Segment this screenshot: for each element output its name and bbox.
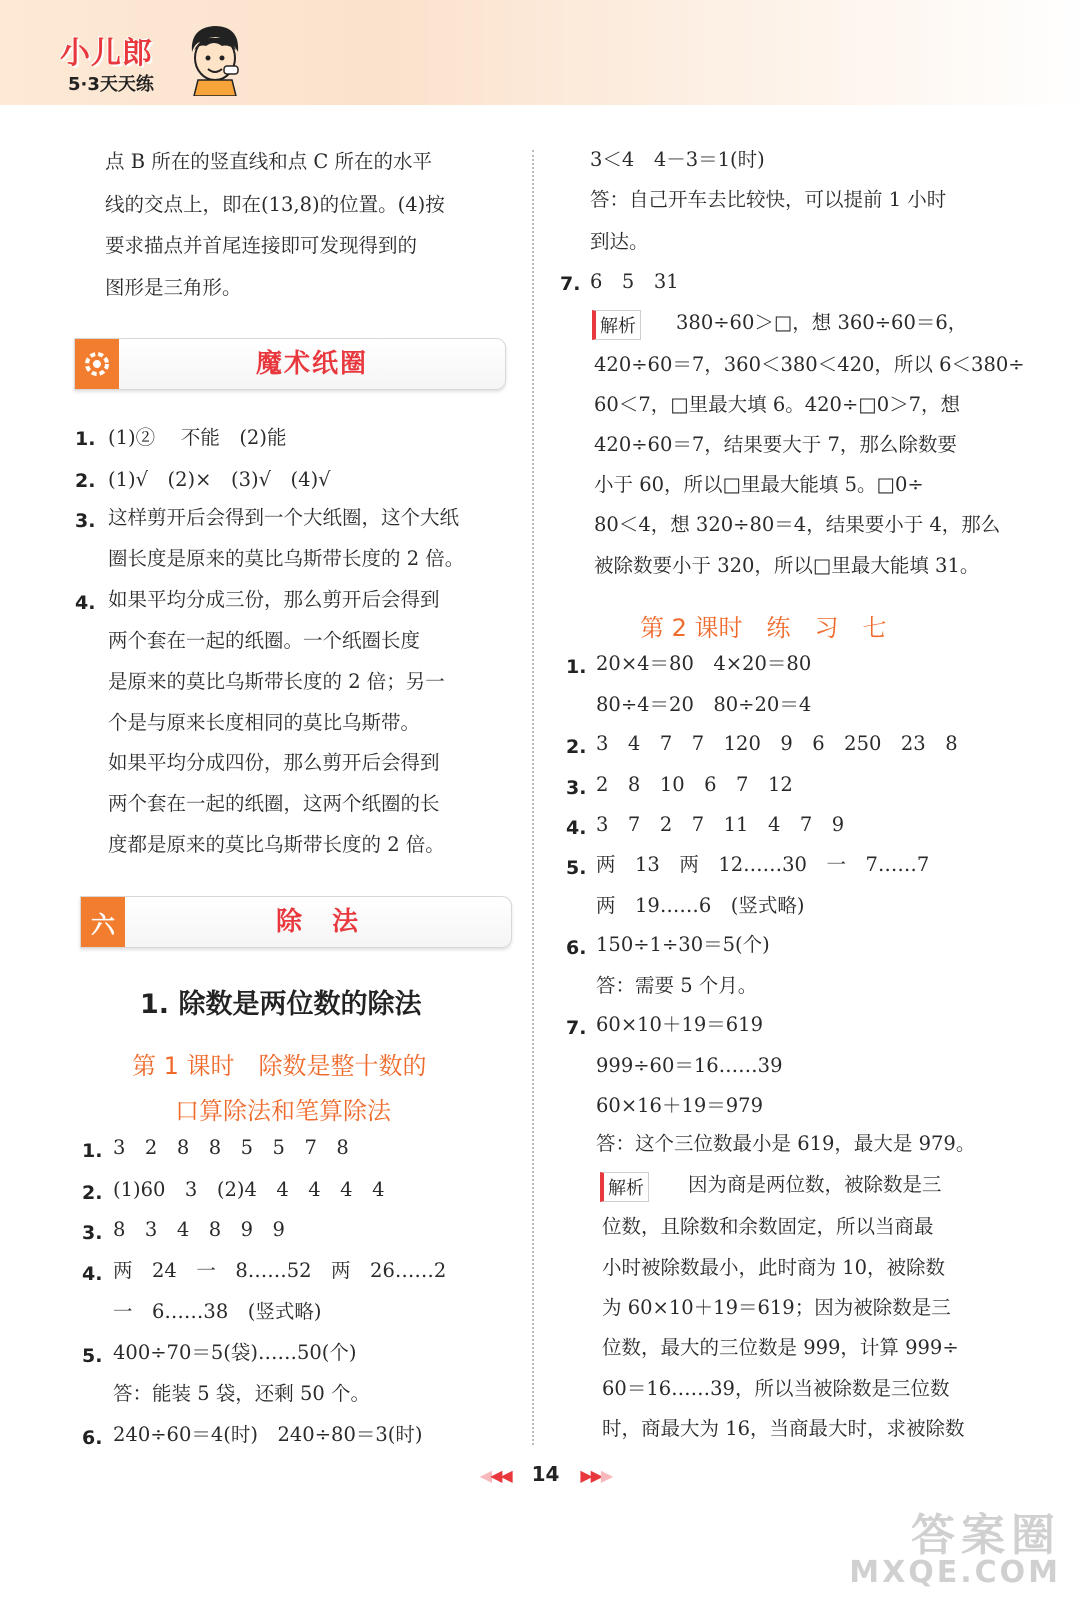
watermark xyxy=(849,1510,1061,1590)
answer-line: 答：这个三位数最小是 619，最大是 979。 xyxy=(596,1132,976,1155)
lesson-title: 第 1 课时 除数是整十数的 xyxy=(132,1052,427,1080)
mascot-icon xyxy=(182,22,246,96)
answer-line: 400÷70＝5(袋)……50(个) xyxy=(113,1341,357,1364)
answer-line: 一 6……38 (竖式略) xyxy=(113,1300,322,1323)
section-header-magic xyxy=(74,338,506,390)
prev-arrow-icon: ◀ xyxy=(479,1466,491,1485)
item-number: 3. xyxy=(75,510,96,532)
answer-line: 答：需要 5 个月。 xyxy=(596,974,758,997)
analysis-line: 小于 60，所以□里最大能填 5。□0÷ xyxy=(594,473,924,496)
item-number: 5. xyxy=(82,1345,103,1367)
item-number: 1. xyxy=(566,656,587,678)
item-number: 2. xyxy=(75,470,96,492)
answer-line: 6 5 31 xyxy=(590,270,679,293)
analysis-tag: 解析 xyxy=(592,310,641,340)
answer-line: 如果平均分成三份，那么剪开后会得到 xyxy=(108,588,440,611)
logo-subtitle: 5·3天天练 xyxy=(68,74,154,95)
answer-line: 圈长度是原来的莫比乌斯带长度的 2 倍。 xyxy=(108,547,465,570)
answer-line: 3 4 7 7 120 9 6 250 23 8 xyxy=(596,732,958,755)
item-number: 7. xyxy=(560,273,581,295)
analysis-line: 小时被除数最小，此时商为 10，被除数 xyxy=(602,1256,946,1279)
answer-line: (1)60 3 (2)4 4 4 4 4 xyxy=(113,1178,385,1201)
item-number: 4. xyxy=(75,592,96,614)
item-number: 7. xyxy=(566,1017,587,1039)
analysis-line: 80＜4，想 320÷80＝4，结果要小于 4，那么 xyxy=(594,513,1001,536)
item-number: 2. xyxy=(82,1182,103,1204)
answer-line: 2 8 10 6 7 12 xyxy=(596,773,793,796)
answer-line: 两 19……6 (竖式略) xyxy=(596,894,805,917)
answer-line: 60×10＋19＝619 xyxy=(596,1013,763,1036)
answer-line: 答：能装 5 袋，还剩 50 个。 xyxy=(113,1382,371,1405)
left-top-line: 要求描点并首尾连接即可发现得到的 xyxy=(105,234,418,257)
answer-line: (1)② 不能 (2)能 xyxy=(108,426,287,449)
item-number: 3. xyxy=(82,1222,103,1244)
answer-line: 80÷4＝20 80÷20＝4 xyxy=(596,693,812,716)
answer-line: 度都是原来的莫比乌斯带长度的 2 倍。 xyxy=(108,833,445,856)
prev-arrow-icon: ◀◀ xyxy=(490,1466,511,1485)
item-number: 4. xyxy=(566,817,587,839)
analysis-line: 420÷60＝7，结果要大于 7，那么除数要 xyxy=(594,433,957,456)
answer-line: 3 7 2 7 11 4 7 9 xyxy=(596,813,845,836)
answer-line: 两个套在一起的纸圈，这两个纸圈的长 xyxy=(108,792,440,815)
item-number: 6. xyxy=(82,1427,103,1449)
gear-icon xyxy=(75,339,119,389)
section-header-division xyxy=(80,896,512,948)
answer-line: 3＜4 4－3＝1(时) xyxy=(590,148,765,171)
answer-line: 如果平均分成四份，那么剪开后会得到 xyxy=(108,751,440,774)
watermark-title: 答案圈 xyxy=(911,1510,1061,1561)
analysis-line: 时，商最大为 16，当商最大时，求被除数 xyxy=(602,1417,965,1440)
answer-line: 240÷60＝4(时) 240÷80＝3(时) xyxy=(113,1423,423,1446)
section-number: 六 xyxy=(81,897,125,947)
next-arrow-icon: ▶ xyxy=(600,1466,612,1485)
unit-title: 1. 除数是两位数的除法 xyxy=(140,989,422,1020)
analysis-line: 被除数要小于 320，所以□里最大能填 31。 xyxy=(594,554,980,577)
answer-line: 999÷60＝16……39 xyxy=(596,1054,783,1077)
answer-line: 到达。 xyxy=(590,230,649,253)
item-number: 4. xyxy=(82,1263,103,1285)
analysis-line: 420÷60＝7，360＜380＜420，所以 6＜380÷ xyxy=(594,353,1025,376)
answer-line: 150÷1÷30＝5(个) xyxy=(596,933,770,956)
brand-logo xyxy=(60,28,240,98)
answer-line: 两个套在一起的纸圈。一个纸圈长度 xyxy=(108,629,421,652)
left-top-line: 图形是三角形。 xyxy=(105,276,242,299)
next-arrow-icon: ▶▶ xyxy=(580,1466,601,1485)
answer-line: 这样剪开后会得到一个大纸圈，这个大纸 xyxy=(108,506,460,529)
answer-line: 答：自己开车去比较快，可以提前 1 小时 xyxy=(590,188,947,211)
answer-line: 8 3 4 8 9 9 xyxy=(113,1218,285,1241)
item-number: 1. xyxy=(75,428,96,450)
analysis-line: 因为商是两位数，被除数是三 xyxy=(688,1173,942,1196)
answer-line: 20×4＝80 4×20＝80 xyxy=(596,652,812,675)
watermark-url: MXQE.COM xyxy=(849,1555,1061,1590)
page-number: 14 xyxy=(531,1462,560,1486)
item-number: 6. xyxy=(566,937,587,959)
answer-line: (1)√ (2)× (3)√ (4)√ xyxy=(108,468,331,491)
analysis-tag: 解析 xyxy=(600,1172,649,1202)
column-divider xyxy=(532,150,534,1445)
lesson-title: 口算除法和笔算除法 xyxy=(175,1097,391,1125)
item-number: 3. xyxy=(566,777,587,799)
item-number: 2. xyxy=(566,736,587,758)
section-title: 除 法 xyxy=(275,907,360,937)
answer-line: 两 24 一 8……52 两 26……2 xyxy=(113,1259,447,1282)
analysis-line: 为 60×10＋19＝619；因为被除数是三 xyxy=(602,1296,951,1319)
item-number: 5. xyxy=(566,857,587,879)
analysis-line: 位数，最大的三位数是 999，计算 999÷ xyxy=(602,1336,959,1359)
answer-line: 3 2 8 8 5 5 7 8 xyxy=(113,1136,349,1159)
analysis-line: 60＜7，□里最大填 6。420÷□0＞7，想 xyxy=(594,393,961,416)
logo-title: 小儿郎 xyxy=(60,36,153,71)
page-footer xyxy=(0,1462,1091,1486)
left-top-line: 点 B 所在的竖直线和点 C 所在的水平 xyxy=(105,150,433,173)
section-title: 魔术纸圈 xyxy=(255,349,368,379)
analysis-line: 位数，且除数和余数固定，所以当商最 xyxy=(602,1215,934,1238)
answer-line: 两 13 两 12……30 一 7……7 xyxy=(596,853,930,876)
analysis-line: 380÷60＞□，想 360÷60＝6， xyxy=(676,311,968,334)
analysis-line: 60＝16……39，所以当被除数是三位数 xyxy=(602,1377,950,1400)
answer-line: 60×16＋19＝979 xyxy=(596,1094,763,1117)
answer-line: 是原来的莫比乌斯带长度的 2 倍；另一 xyxy=(108,670,445,693)
left-top-line: 线的交点上，即在(13,8)的位置。(4)按 xyxy=(105,193,445,216)
lesson-title: 第 2 课时 练 习 七 xyxy=(640,614,887,642)
item-number: 1. xyxy=(82,1140,103,1162)
answer-line: 个是与原来长度相同的莫比乌斯带。 xyxy=(108,711,421,734)
